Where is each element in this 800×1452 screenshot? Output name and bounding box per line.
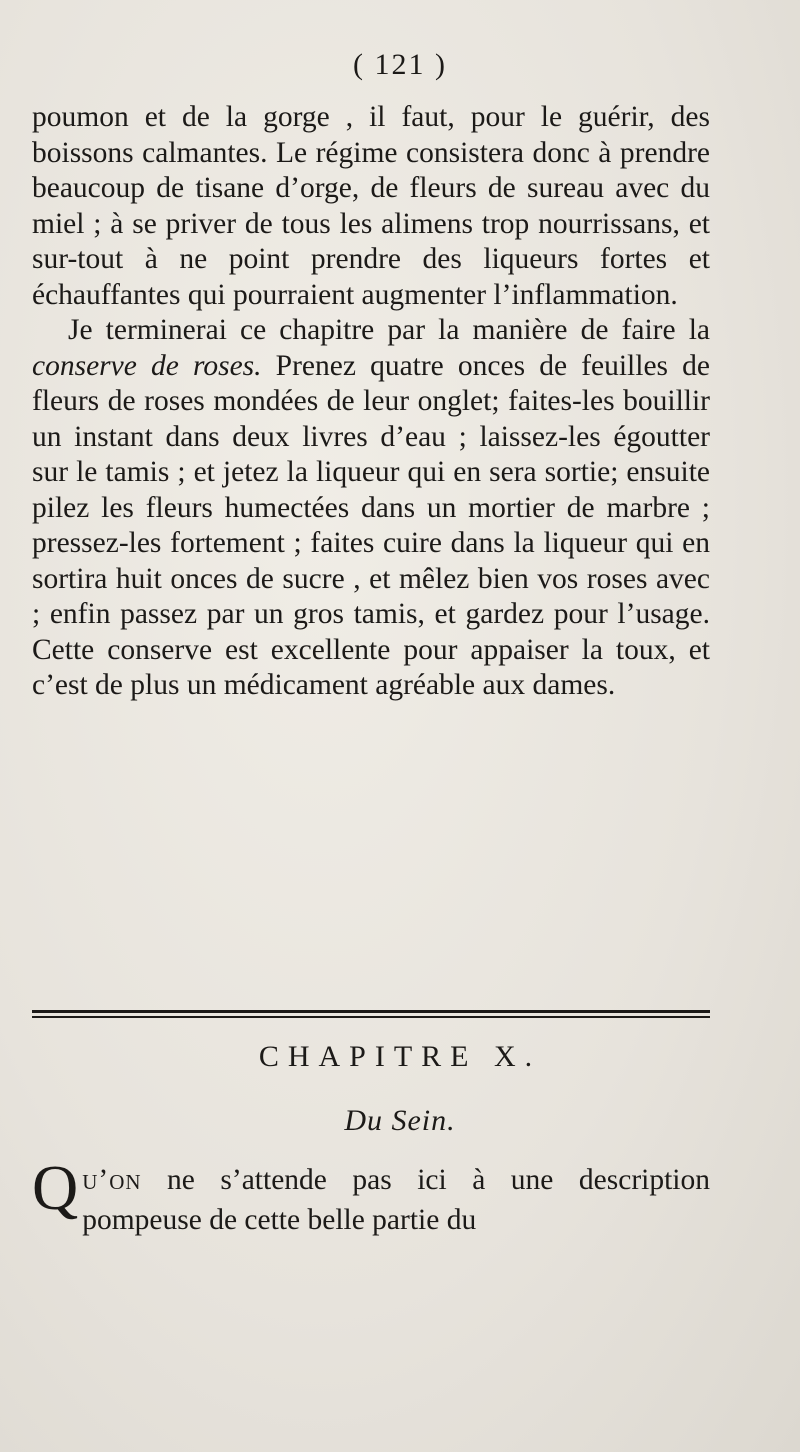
opening-smallcaps: u’on [82, 1164, 142, 1196]
opening-text: ne s’attende pas ici à une description pompeuse de cette belle partie du [82, 1164, 710, 1236]
paragraph-text-before: Je terminerai ce chapitre par la manière de faire la [68, 314, 710, 346]
chapter-opening-paragraph [32, 1152, 710, 1240]
body-text [32, 100, 710, 704]
paragraph-text-after: Prenez quatre onces de feuilles de fleurs de roses mondées de leur onglet; faites-les bouillir un instant dans deux livres d’eau ; laissez-les égoutter sur le tamis ; et jetez la liqueur qui en sera sortie; ensuite pilez les fleurs humectées dans un mortier de marbre ; pressez-les fortement ; faites cuire dans la liqueur qui en sortira huit onces de sucre , et mêlez bien vos roses avec ; enfin passez par un gros tamis, et gardez pour l’usage. Cette conserve est excellente pour appaiser la toux, et c’est de plus un médicament agréable aux dames. [32, 349, 711, 701]
page-number: ( 121 ) [353, 48, 447, 81]
drop-cap: Q [32, 1152, 79, 1223]
section-subtitle: Du Sein. [344, 1104, 456, 1137]
chapter-title: CHAPITRE X. [258, 1040, 542, 1073]
italic-term: conserve de roses. [32, 349, 262, 382]
section-divider-rule [32, 1010, 710, 1018]
paragraph-conserve-de-roses [32, 313, 710, 704]
paragraph-continued: poumon et de la gorge , il faut, pour le guérir, des boissons calmantes. Le régime consistera donc à prendre beaucoup de tisane d’orge, de fleurs de sureau avec du miel ; à se priver de tous les alimens trop nourrissans, et sur-tout à ne point prendre des liqueurs fortes et échauffantes qui pourraient augmenter l’inflammation. [32, 101, 710, 311]
